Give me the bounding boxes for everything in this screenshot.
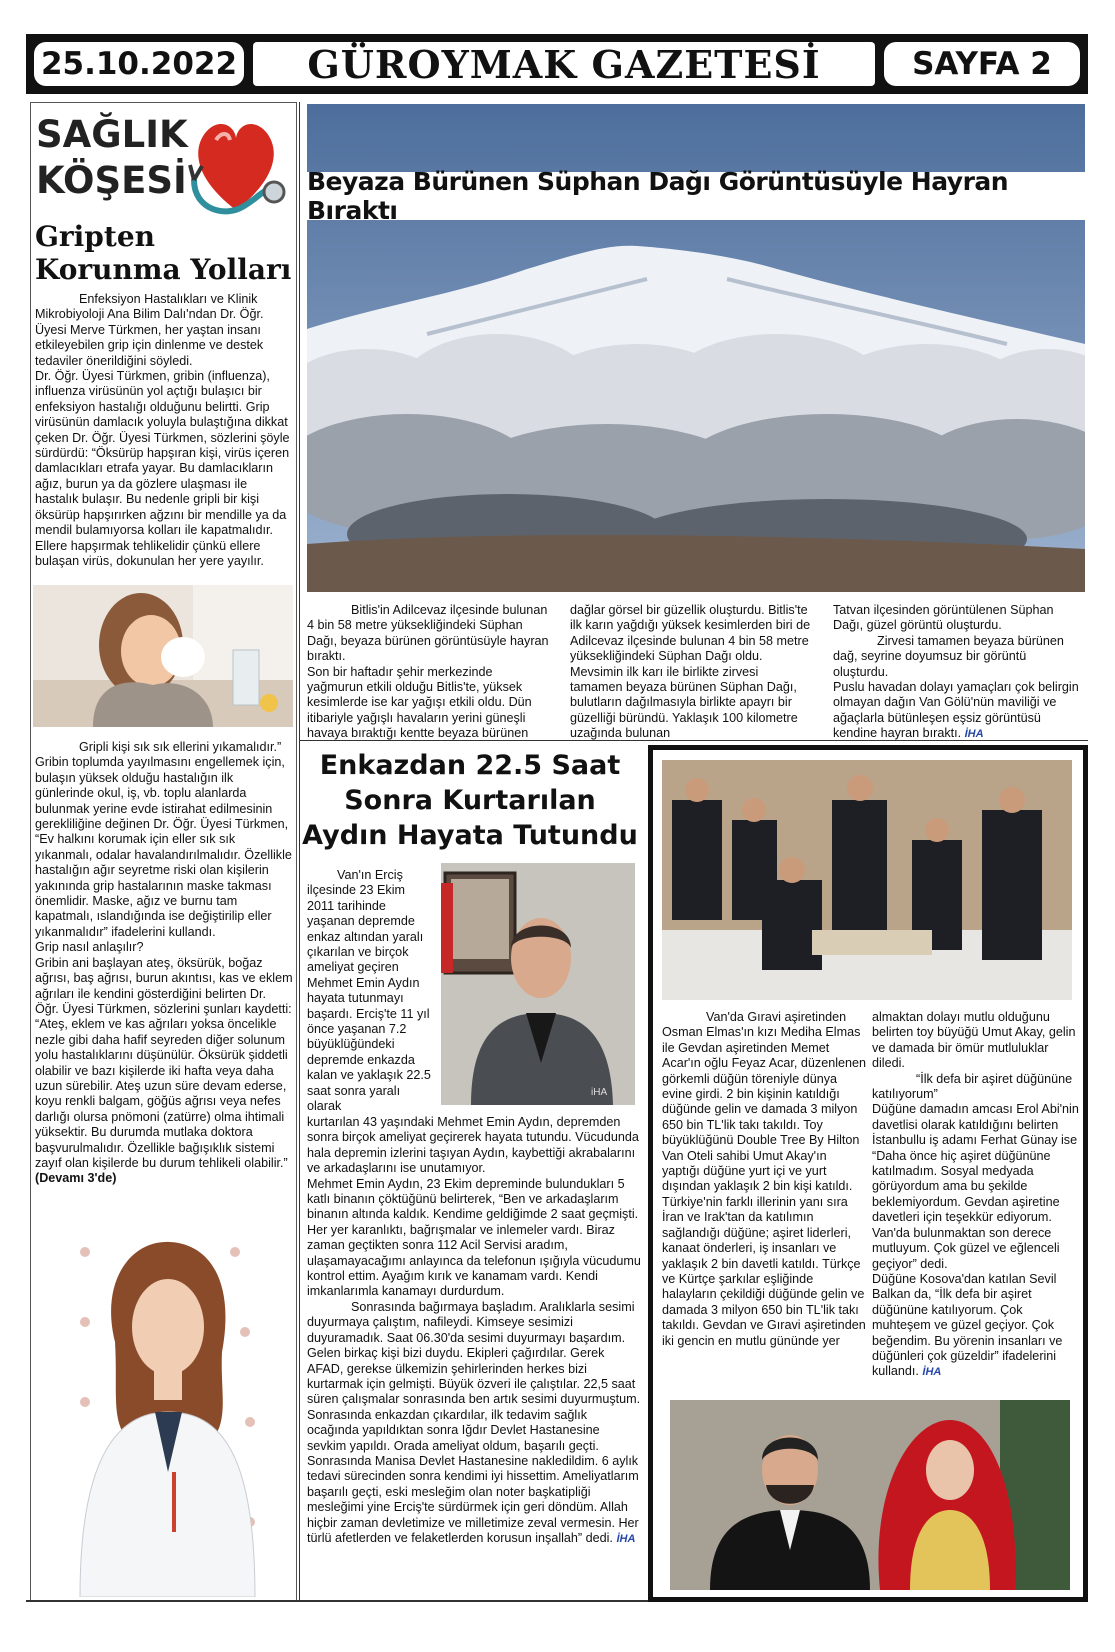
sneezing-woman-photo: [33, 585, 293, 727]
page-number: SAYFA 2: [884, 42, 1080, 86]
newspaper-name: GÜROYMAK GAZETESİ: [253, 42, 875, 86]
continued-note: (Devamı 3'de): [35, 1171, 117, 1186]
suphan-text-col2: dağlar görsel bir güzellik oluşturdu. Bitlis'te ilk karın yağdığı yüksek kesimlerden biri de Adilcevaz ilçesinde bulunan 4 bin 58 metre yüksekliğindeki Süphan Dağı oldu. Mevsimin ilk karı ile birlikte zirvesi tamamen beyaza bürünen Süphan Dağı, bulutların dağılmasıyla birlikte apayrı bir güzelliği büründü. Yaklaşık 100 kilometre uzağında bulunan: [570, 603, 811, 741]
issue-date: 25.10.2022: [34, 42, 244, 86]
suphan-text-col1: Bitlis'in Adilcevaz ilçesinde bulunan 4 bin 58 metre yüksekliğindeki Süphan Dağı, beyaza bürünen görüntüsüyle hayran bıraktı. Son bir haftadır şehir merkezinde yağmurun etkili olduğu Bitlis'te, yüksek kesimlerde ise kar yağışı etkili oldu. Dün itibariyle yağışlı havaların yerini güneşli havaya bıraktığı kentte beyaza bürünen: [307, 603, 549, 741]
enkaz-headline: Enkazdan 22.5 Saat Sonra Kurtarılan Aydın Hayata Tutundu: [302, 750, 638, 851]
suphan-text-col3: Tatvan ilçesinden görüntülenen Süphan Dağı, güzel görüntü oluşturdu. Zirvesi tamamen beyaza bürünen dağ, seyrine doyumsuz bir görüntü oluşturdu. Puslu havadan dolayı yamaçları çok belirgin olmayan dağın Van Gölü'nün maviliği ve ağaçlarla bütünleşen eşsiz görüntüsü kendine hayran bıraktı. İHA: [833, 603, 1079, 741]
health-para: “Ateş, eklem ve kas ağrıları yoksa öncelikle nezle gibi daha hafif seyreden diğer solunum yolu hastalıklarını düşünülür. Öksürük şiddetli olabilir ve bazı kişilerde iki hafta veya daha uzun sürebilir. Ateş uzun süre devam ederse, koyu renkli balgam, göğüs ağrısı veya nefes darlığı olursa pnömoni (zatürre) olma ihtimali yüksektir. Bu durumda mutlaka doktora başvurulmalıdır. Özellikle bağışıklık sistemi zayıf olan kişilerde bu durum tehlikeli olabilir.” (Devamı 3'de): [35, 1017, 288, 1186]
section-divider: [300, 740, 1088, 741]
health-para: Gribin ani başlayan ateş, öksürük, boğaz ağrısı, baş ağrısı, burun akıntısı, kas ve eklem ağrıları ile kendini gösterdiğini belirten Dr. Öğr. Üyesi Türkmen, sözlerini şunları kaydetti:: [35, 955, 293, 1016]
health-para: Gribin toplumda yayılmasını engellemek için, bulaşın yüksek olduğu hastalığın ilk günlerinde okul, iş, vb. toplu alanlarda bulunmak yerine evde istirahat edilmesinin gerekliliğine değinen Dr. Öğr. Üyesi Türkmen, “Ev halkını korumak için eller sık sık yıkanmalı, odalar havalandırılmalıdır. Özellikle hastalığın ağır seyretme riski olan kişilerin yakınında grip hastalarının maske takması önemlidir. Maske, ağız ve burnu tam kapatmalı, ıslandığında ise değiştirilip eller yıkanmalıdır” ifadelerini kullandı.: [35, 755, 292, 939]
health-subheading: Grip nasıl anlaşılır?: [35, 940, 144, 955]
svg-text:iHA: iHA: [591, 1087, 608, 1098]
wedding-text-col1: Van'da Gıravi aşiretinden Osman Elmas'ın kızı Mediha Elmas ile Gevdan aşiretinden Memet Acar'ın oğlu Feyaz Acar, düzenlenen görkemli düğün töreniyle dünya evine girdi. 2 bin kişinin katıldığı düğünde gelin ve damada 3 milyon 650 bin TL'lik takı takıldı. Toy büyüklüğünü Double Tree By Hilton Van Oteli sahibi Umut Akay'ın yaptığı düğüne yurt içi ve yurt dışından yaklaşık 2 bin kişi katıldı. Türkiye'nin farklı illerinin yanı sıra İran ve Irak'tan da katılımın sağlandığı düğüne; aşiret liderleri, kanaat önderleri, iş insanları ve yaklaşık 2 bin davetli katıldı. Türkçe ve Kürtçe şarkılar eşliğinde halayların çekildiği düğünde gelin ve damada 3 milyon 650 bin TL'lik takı takıldı. Gevdan ve Gıravi aşiretinden iki gencin en mutlu gününde yer: [662, 1010, 867, 1348]
enkaz-wrap-text: Van'ın Erciş ilçesinde 23 Ekim 2011 tarihinde yaşanan depremde enkaz altından yaralı çıkarılan ve birçok ameliyat geçiren Mehmet Emin Aydın hayata tutunmayı başardı. Erciş'te 11 yıl önce yaşanan 7.2 büyüklüğündeki depremde enkazda kalan ve yaklaşık 22.5 saat sonra yaralı olarak: [307, 868, 431, 1114]
health-headline: Gripten Korunma Yolları: [35, 220, 292, 286]
enkaz-body: kurtarılan 43 yaşındaki Mehmet Emin Aydın, depremden sonra birçok ameliyat geçirerek hayata tutundu. Vücudunda hala depremin izlerini taşıyan Aydın, kaybettiği akrabalarını ve arkadaşlarını ise unutamıyor. Mehmet Emin Aydın, 23 Ekim depreminde bulundukları 5 katlı binanın çöktüğünü belirterek, “Ben ve arkadaşlarım binanın altında kaldık. Kendime geldiğimde 2 saat geçmişti. Her yer karanlıktı, bağrışmalar ve inlemeler vardı. Biraz zaman geçtikten sonra 112 Acil Servisi aradım, ulaşamayacağımı anlayınca da telefonun ışığıyla vücudumu kontrol ettim. Ayağım kırık ve kanamam vardı. Kendi imkanlarımla kanamayı durdurdum. Sonrasında bağırmaya başladım. Aralıklarla sesimi duyurmaya çalıştım, nafileydi. Kimseye sesimizi duyuramadık. Saat 06.30'da sesimi duyurmayı başardım. Gelen birkaç kişi bizi duydu. Ekipleri çağırdılar. Gerek AFAD, gerekse ülkemizin şehirlerinden herkes bizi kurtarmak için gelmişti. Büyük özveri ile çalıştılar. 22,5 saat süren çalışmalar sonrasında ben artık sesimi duyurmuştum. Sonrasında enkazdan çıkardılar, ilk tedavim sağlık ocağında yapıldıktan sonra Iğdır Devlet Hastanesine sevkim yapıldı. Orada ameliyat oldum, başarılı geçti. Sonrasında Manisa Devlet Hastanesine nakledildim. 6 aylık tedavi sürecinden sonra kendimi iyi hissettim. Ameliyatlarım başarılı geçti, eski mesleğim olan noter başkatipliği mesleğimi yine Erciş'te sürdürmek için geri döndüm. Allah hiçbir zaman devletimize ve milletimize zeval vermesin. Her türlü afetlerden ve felaketlerden korusun inşallah” dedi. İHA: [307, 1115, 641, 1545]
health-para: Dr. Öğr. Üyesi Türkmen, gribin (influenza), influenza virüsünün yol açtığı bulaşıcı bir enfeksiyon hastalığı olduğunu belirtti. Grip virüsünün damlacık yoluyla bulaştığına dikkat çeken Dr. Öğr. Üyesi Türkmen, sözlerini şöyle sürdürdü: “Öksürüp hapşıran kişi, virüs içeren damlacıkları etrafa yayar. Bu damlacıkların ağız, burun ya da gözlere ulaşması ile hastalık bulaşır. Bu nedenle gripli bir kişi öksürüp hapşırırken ağzını bir mendille ya da mendil bulamıyorsa kolları ile kapatmalıdır. Ellere hapşırmak tehlikelidir çünkü ellere bulaşan virüs, dokunulan her yere yayılır.: [35, 369, 290, 568]
mehmet-emin-aydin-photo: [441, 863, 635, 1105]
agency-tag: İHA: [922, 1366, 942, 1379]
health-para: Enfeksiyon Hastalıkları ve Klinik Mikrobiyoloji Ana Bilim Dalı'ndan Dr. Öğr. Üyesi Merve Türkmen, her yaştan insanı etkileyebilen grip için dinlenme ve destek tedaviler önerildiğini söyledi.: [35, 292, 264, 368]
agency-tag: İHA: [616, 1532, 636, 1545]
heart-stethoscope-icon: [186, 110, 286, 230]
suphan-headline: Beyaza Bürünen Süphan Dağı Görüntüsüyle Hayran Bıraktı: [307, 172, 1085, 220]
health-article-part2: [35, 740, 293, 1187]
health-corner-title: SAĞLIK KÖŞESİ: [36, 113, 188, 202]
agency-tag: İHA: [964, 728, 984, 741]
health-para: Gripli kişi sık sık ellerini yıkamalıdır.”: [79, 740, 282, 754]
wedding-guests-photo: [662, 760, 1072, 1000]
bride-groom-photo: [670, 1400, 1070, 1590]
health-article-part1: [35, 292, 293, 569]
wedding-text-col2: almaktan dolayı mutlu olduğunu belirten toy büyüğü Umut Akay, gelin ve damada bir ömür mutluluklar diledi. “İlk defa bir aşiret düğününe katılıyorum” Düğüne damadın amcası Erol Abi'nin davetlisi olarak katıldığını belirten İstanbullu iş adamı Ferhat Günay ise “Daha önce hiç aşiret düğününe katılmadım. Sosyal medyada görüyordum ama bu şekilde beklemiyordum. Gevdan aşiretine davetleri için teşekkür ediyorum. Van'da bulunmaktan son derece mutluyum. Çok güzel ve eğlenceli geçiyor” dedi. Düğüne Kosova'dan katılan Sevil Balkan da, “İlk defa bir aşiret düğününe katılıyorum. Çok muhteşem ve güzel geçiyor. Çok beğendim. Bu yörenin insanları ve düğünleri çok güzeldir” ifadelerini kullandı. İHA: [872, 1010, 1079, 1379]
doctor-portrait-photo: [60, 1222, 270, 1597]
